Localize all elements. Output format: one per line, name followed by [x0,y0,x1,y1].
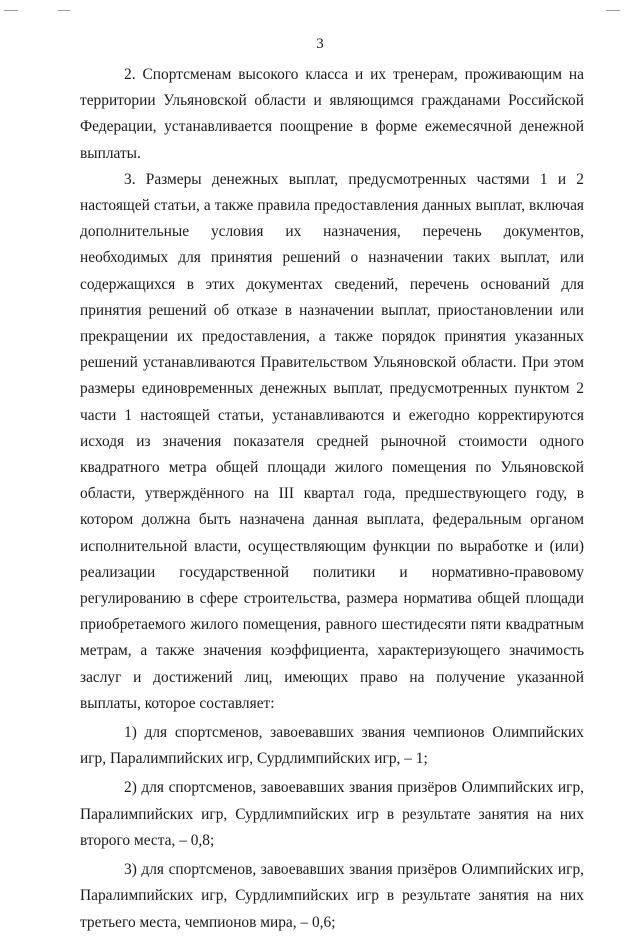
page-number: 3 [316,36,324,52]
list-item-2: 2) для спортсменов, завоевавших звания призёров Олимпийских игр, Паралимпийских игр, Сурдлимпийских игр в результате занятия на них второго места, – 0,8; [80,779,584,849]
list-item-3: 3) для спортсменов, завоевавших звания призёров Олимпийских игр, Паралимпийских игр, Сурдлимпийских игр в результате занятия на них третьего места, чемпионов мира, – 0,6; [80,861,584,931]
scan-artifact-left [4,10,18,11]
paragraph-3: 3. Размеры денежных выплат, предусмотренных частями 1 и 2 настоящей статьи, а также правила предоставления данных выплат, включая дополнительные условия их назначения, перечень документов, необходимых для принятия решений о назначении таких выплат, или содержащихся в этих документах сведений, перечень оснований для принятия решений об отказе в назначении выплат, приостановлении или прекращении их предоставления, а также порядок принятия указанных решений устанавливаются Правительством Ульяновской области. При этом размеры единовременных денежных выплат, предусмотренных пунктом 2 части 1 настоящей статьи, устанавливаются и ежегодно корректируются исходя из значения показателя средней рыночной стоимости одного квадратного метра общей площади жилого помещения по Ульяновской области, утверждённого на III квартал года, предшествующего году, в котором должна быть назначена данная выплата, федеральным органом исполнительной власти, осуществляющим функции по выработке и (или) реализации государственной политики и нормативно-правовому регулированию в сфере строительства, размера норматива общей площади приобретаемого жилого помещения, равного шестидесяти пяти квадратным метрам, а также значения коэффициента, характеризующего значимость заслуг и достижений лиц, имеющих право на получение указанной выплаты, которое составляет: [80,170,584,712]
scan-artifact-mid [58,10,70,11]
paragraph-2: 2. Спортсменам высокого класса и их тренерам, проживающим на территории Ульяновской области и являющимся гражданами Российской Федерации, устанавливается поощрение в форме ежемесячной денежной выплаты. [80,66,584,162]
scan-artifact-right [606,10,620,11]
document-body [80,62,584,936]
list-item-1: 1) для спортсменов, завоевавших звания чемпионов Олимпийских игр, Паралимпийских игр, Сурдлимпийских игр, – 1; [80,724,584,768]
